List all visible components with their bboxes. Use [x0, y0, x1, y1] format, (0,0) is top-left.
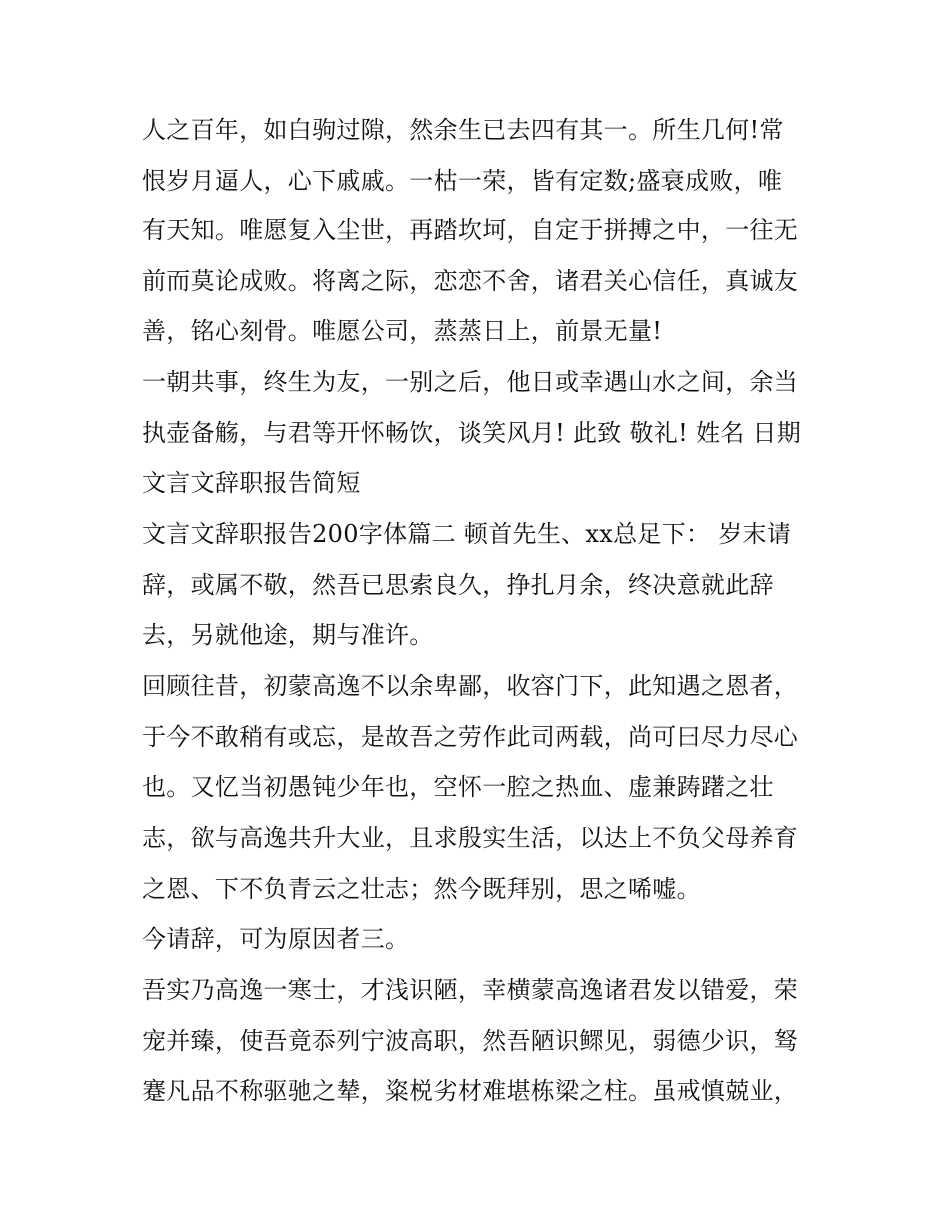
- text-line: 宠并臻，使吾竟忝列宁波高职，然吾陋识鳏见，弱德少识，驽: [142, 1027, 799, 1055]
- text-line: 志，欲与高逸共升大业，且求殷实生活，以达上不负父母养育: [142, 824, 799, 852]
- text-line: 善，铭心刻骨。唯愿公司，蒸蒸日上，前景无量!: [142, 317, 663, 345]
- text-line: 有天知。唯愿复入尘世，再踏坎坷，自定于拼搏之中，一往无: [142, 216, 799, 244]
- text-line: 回顾往昔，初蒙高逸不以余卑鄙，收容门下，此知遇之恩者，: [142, 672, 799, 700]
- text-line: 于今不敢稍有或忘，是故吾之劳作此司两载，尚可曰尽力尽心: [142, 723, 799, 751]
- text-line: 一朝共事，终生为友，一别之后，他日或幸遇山水之间，余当: [142, 368, 799, 396]
- text-line: 执壶备觞，与君等开怀畅饮，谈笑风月! 此致 敬礼! 姓名 日期: [142, 419, 802, 447]
- text-line: 前而莫论成败。将离之际，恋恋不舍，诸君关心信任，真诚友: [142, 267, 799, 295]
- text-line: 去，另就他途，期与准许。: [142, 621, 434, 649]
- text-line: 吾实乃高逸一寒士，才浅识陋，幸横蒙高逸诸君发以错爱，荣: [142, 976, 799, 1004]
- text-line: 也。又忆当初愚钝少年也，空怀一腔之热血、虚兼踌躇之壮: [142, 773, 774, 801]
- section-heading: 文言文辞职报告简短: [142, 469, 361, 497]
- text-line: 今请辞，可为原因者三。: [142, 925, 410, 953]
- text-line: 蹇凡品不称驱驰之辇，粢棁劣材难堪栋梁之柱。虽戒慎兢业，: [142, 1077, 799, 1105]
- text-line: 之恩、下不负青云之壮志；然今既拜别，思之唏嘘。: [142, 875, 701, 903]
- text-line: 人之百年，如白驹过隙，然余生已去四有其一。所生几何!常: [142, 116, 784, 144]
- text-line: 辞，或属不敬，然吾已思索良久，挣扎月余，终决意就此辞: [142, 571, 774, 599]
- text-line: 文言文辞职报告200字体篇二 顿首先生、xx总足下： 岁末请: [142, 520, 792, 548]
- text-line: 恨岁月逼人，心下戚戚。一枯一荣，皆有定数;盛衰成败，唯: [142, 167, 783, 195]
